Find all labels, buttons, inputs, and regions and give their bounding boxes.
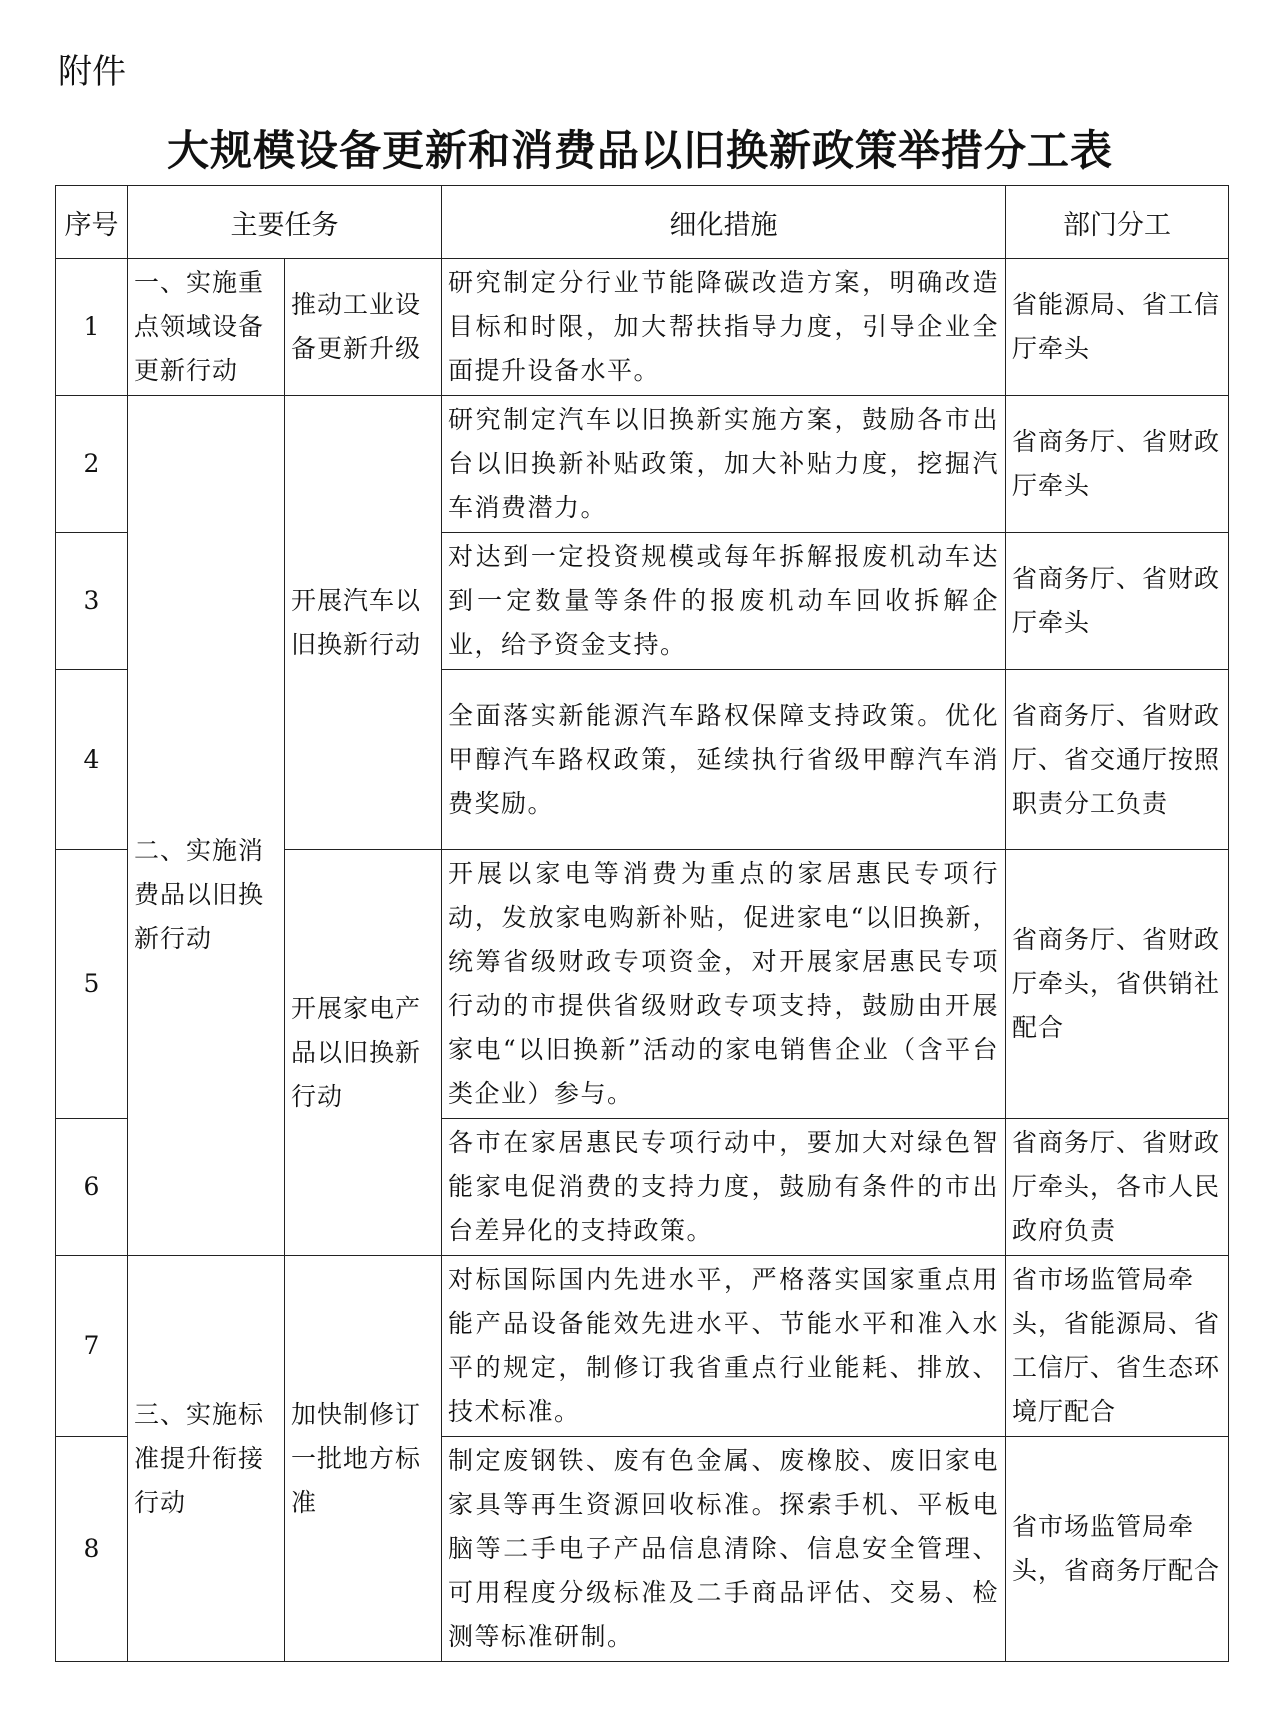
row-seq: 1 bbox=[56, 259, 128, 396]
main-task-cell: 一、实施重点领域设备更新行动 bbox=[128, 259, 285, 396]
main-task-cell: 三、实施标准提升衔接行动 bbox=[128, 1256, 285, 1662]
division-cell: 省商务厅、省财政厅牵头 bbox=[1006, 533, 1229, 670]
table-row bbox=[56, 396, 1229, 533]
attachment-label: 附件 bbox=[58, 52, 126, 92]
row-seq: 8 bbox=[56, 1437, 128, 1662]
table-row bbox=[56, 259, 1229, 396]
header-measures: 细化措施 bbox=[442, 186, 1006, 259]
header-seq: 序号 bbox=[56, 186, 128, 259]
division-cell: 省商务厅、省财政厅、省交通厅按照职责分工负责 bbox=[1006, 670, 1229, 850]
row-seq: 5 bbox=[56, 850, 128, 1119]
measure-cell: 研究制定分行业节能降碳改造方案，明确改造目标和时限，加大帮扶指导力度，引导企业全面提升设备水平。 bbox=[442, 259, 1006, 396]
row-seq: 6 bbox=[56, 1119, 128, 1256]
row-seq: 3 bbox=[56, 533, 128, 670]
row-seq: 7 bbox=[56, 1256, 128, 1437]
measure-cell: 开展以家电等消费为重点的家居惠民专项行动，发放家电购新补贴，促进家电“以旧换新，统筹省级财政专项资金，对开展家居惠民专项行动的市提供省级财政专项支持，鼓励由开展家电“以旧换新”活动的家电销售企业（含平台类企业）参与。 bbox=[442, 850, 1006, 1119]
sub-task-cell: 加快制修订一批地方标准 bbox=[285, 1256, 442, 1662]
division-cell: 省市场监管局牵头，省能源局、省工信厅、省生态环境厅配合 bbox=[1006, 1256, 1229, 1437]
measure-cell: 研究制定汽车以旧换新实施方案，鼓励各市出台以旧换新补贴政策，加大补贴力度，挖掘汽车消费潜力。 bbox=[442, 396, 1006, 533]
division-cell: 省能源局、省工信厅牵头 bbox=[1006, 259, 1229, 396]
division-cell: 省商务厅、省财政厅牵头，省供销社配合 bbox=[1006, 850, 1229, 1119]
sub-task-cell: 开展汽车以旧换新行动 bbox=[285, 396, 442, 850]
sub-task-cell: 开展家电产品以旧换新行动 bbox=[285, 850, 442, 1256]
division-table bbox=[55, 185, 1229, 1662]
document-title: 大规模设备更新和消费品以旧换新政策举措分工表 bbox=[166, 126, 1113, 175]
main-task-cell: 二、实施消费品以旧换新行动 bbox=[128, 396, 285, 1256]
measure-cell: 全面落实新能源汽车路权保障支持政策。优化甲醇汽车路权政策，延续执行省级甲醇汽车消费奖励。 bbox=[442, 670, 1006, 850]
header-division: 部门分工 bbox=[1006, 186, 1229, 259]
header-main-task: 主要任务 bbox=[128, 186, 442, 259]
division-cell: 省商务厅、省财政厅牵头，各市人民政府负责 bbox=[1006, 1119, 1229, 1256]
measure-cell: 各市在家居惠民专项行动中，要加大对绿色智能家电促消费的支持力度，鼓励有条件的市出台差异化的支持政策。 bbox=[442, 1119, 1006, 1256]
division-cell: 省市场监管局牵头，省商务厅配合 bbox=[1006, 1437, 1229, 1662]
row-seq: 2 bbox=[56, 396, 128, 533]
table-row bbox=[56, 1256, 1229, 1437]
measure-cell: 对标国际国内先进水平，严格落实国家重点用能产品设备能效先进水平、节能水平和准入水平的规定，制修订我省重点行业能耗、排放、技术标准。 bbox=[442, 1256, 1006, 1437]
measure-cell: 制定废钢铁、废有色金属、废橡胶、废旧家电家具等再生资源回收标准。探索手机、平板电脑等二手电子产品信息清除、信息安全管理、可用程度分级标准及二手商品评估、交易、检测等标准研制。 bbox=[442, 1437, 1006, 1662]
table-header-row bbox=[56, 186, 1229, 259]
measure-cell: 对达到一定投资规模或每年拆解报废机动车达到一定数量等条件的报废机动车回收拆解企业，给予资金支持。 bbox=[442, 533, 1006, 670]
sub-task-cell: 推动工业设备更新升级 bbox=[285, 259, 442, 396]
division-cell: 省商务厅、省财政厅牵头 bbox=[1006, 396, 1229, 533]
row-seq: 4 bbox=[56, 670, 128, 850]
